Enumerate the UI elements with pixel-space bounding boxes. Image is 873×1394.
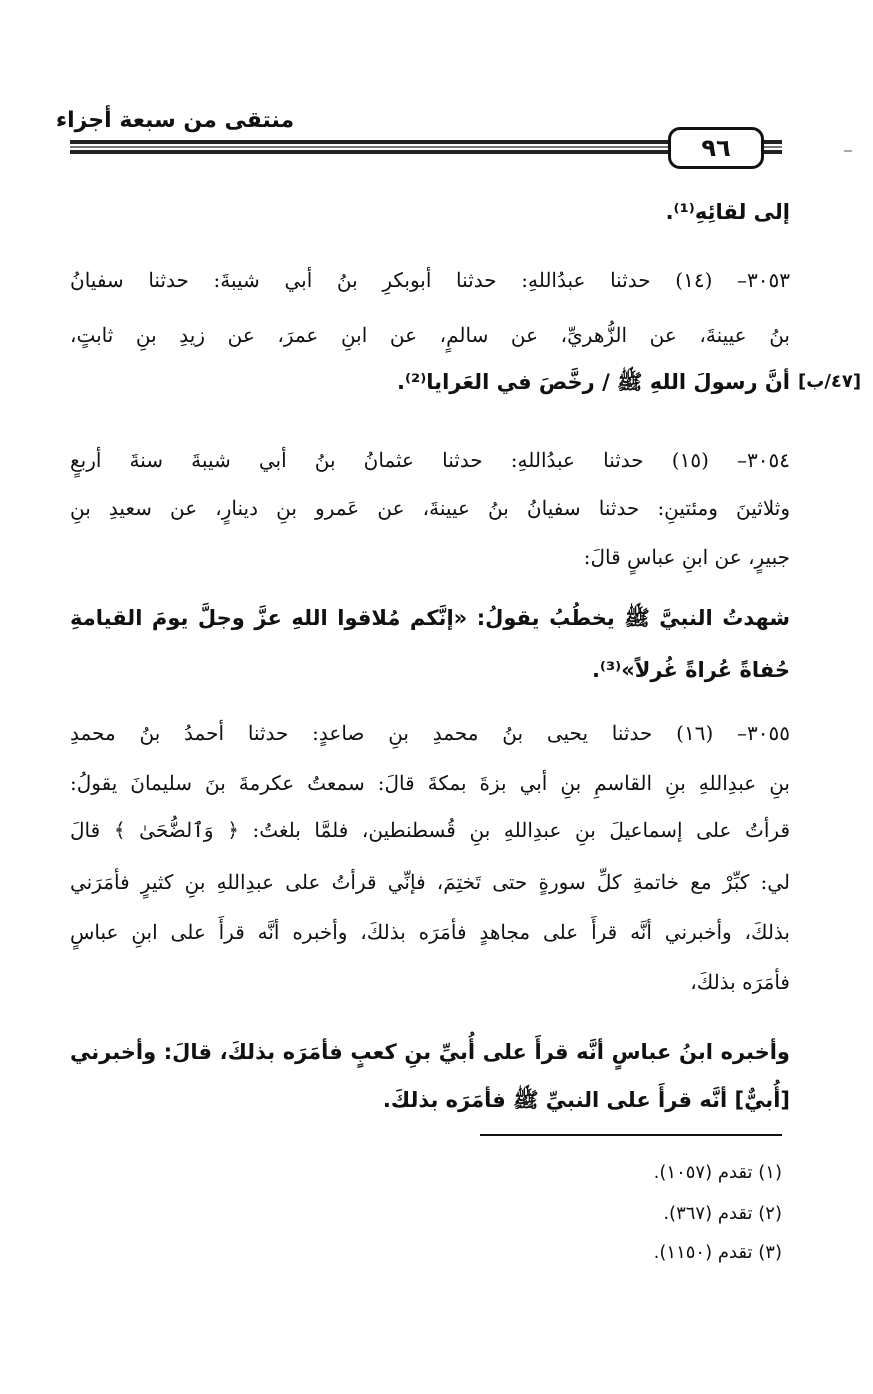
hadith-3055-line-6: فأمَرَه بذلكَ، bbox=[690, 970, 790, 994]
hadith-3055-matn-1: وأخبره ابنُ عباسٍ أنَّه قرأَ على أُبيِّ بنِ كعبٍ فأمَرَه بذلكَ، قالَ: وأخبرني bbox=[70, 1040, 790, 1064]
hadith-3054-matn-2: حُفاةً عُراةً غُرلاً»⁽³⁾. bbox=[591, 658, 790, 682]
hadith-3055-line-3: قرأتُ على إسماعيلَ بنِ عبدِاللهِ بنِ قُسطنطين، فلمَّا بلغتُ: ﴿ وَٱلضُّحَىٰ ﴾ قالَ bbox=[70, 818, 790, 842]
hadith-3054-line-3: جبيرٍ، عن ابنِ عباسٍ قالَ: bbox=[583, 545, 790, 569]
footnote-1: (١) تقدم (١٠٥٧). bbox=[653, 1162, 782, 1183]
hadith-3054-matn-1: شهدتُ النبيَّ ﷺ يخطُبُ يقولُ: «إنَّكم مُلاقوا اللهِ عزَّ وجلَّ يومَ القيامةِ bbox=[70, 606, 790, 630]
hadith-3054-line-2: وثلاثينَ ومئتينِ: حدثنا سفيانُ بنُ عيينةَ، عن عَمرو بنِ دينارٍ، عن سعيدِ بنِ bbox=[70, 496, 790, 520]
running-header-title: منتقى من سبعة أجزاء bbox=[55, 108, 295, 133]
hadith-3055-matn-2: [أُبيٌّ] أنَّه قرأَ على النبيِّ ﷺ فأمَرَه بذلكَ. bbox=[382, 1088, 790, 1112]
hadith-3055-line-4: لي: كبِّرْ مع خاتمةِ كلِّ سورةٍ حتى تَختِمَ، فإنِّي قرأتُ على عبدِاللهِ بنِ كثيرٍ فأمَرَني bbox=[70, 870, 790, 894]
text-line-1: إلى لقائِهِ⁽¹⁾. bbox=[665, 200, 790, 224]
hadith-3054-line-1: ٣٠٥٤– (١٥) حدثنا عبدُاللهِ: حدثنا عثمانُ بنُ أبي شيبةَ سنةَ أربعٍ bbox=[70, 448, 790, 472]
footnote-3: (٣) تقدم (١١٥٠). bbox=[653, 1242, 782, 1263]
hadith-3053-matn: أنَّ رسولَ اللهِ ﷺ / رخَّصَ في العَرايا⁽²⁾. bbox=[397, 370, 790, 394]
scan-mark bbox=[844, 150, 852, 152]
manuscript-folio-note: [٤٧/ب] bbox=[798, 371, 862, 392]
hadith-3053-line-2: بنُ عيينةَ، عن الزُّهريِّ، عن سالمٍ، عن ابنِ عمرَ، عن زيدِ بنِ ثابتٍ، bbox=[70, 323, 790, 347]
hadith-3053-line-1: ٣٠٥٣– (١٤) حدثنا عبدُاللهِ: حدثنا أبوبكرِ بنُ أبي شيبةَ: حدثنا سفيانُ bbox=[70, 268, 790, 292]
hadith-3055-line-5: بذلكَ، وأخبرني أنَّه قرأَ على مجاهدٍ فأمَرَه بذلكَ، وأخبره أنَّه قرأَ على ابنِ عباسٍ bbox=[70, 920, 790, 944]
hadith-3055-line-1: ٣٠٥٥– (١٦) حدثنا يحيى بنُ محمدِ بنِ صاعدٍ: حدثنا أحمدُ بنُ محمدِ bbox=[70, 721, 790, 745]
page-number: ٩٦ bbox=[668, 127, 764, 169]
footnote-2: (٢) تقدم (٣٦٧). bbox=[663, 1203, 782, 1224]
hadith-3055-line-2: بنِ عبدِاللهِ بنِ القاسمِ بنِ أبي بزةَ بمكةَ قالَ: سمعتُ عكرمةَ بنَ سليمانَ يقولُ: bbox=[70, 771, 790, 795]
footnote-separator bbox=[480, 1134, 782, 1136]
